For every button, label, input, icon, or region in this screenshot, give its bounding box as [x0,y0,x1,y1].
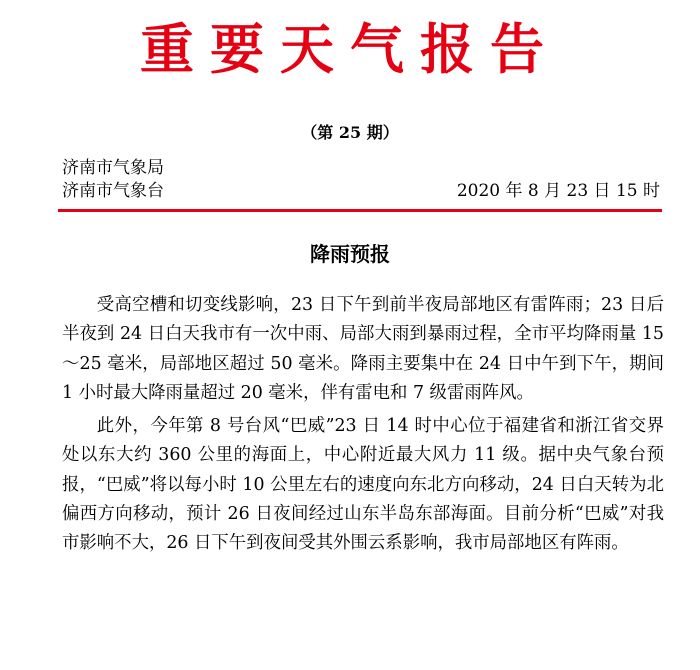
masthead-title: 重要天气报告 [140,18,560,81]
paragraph-typhoon-bavi: 此外，今年第 8 号台风“巴威”23 日 14 时中心位于福建省和浙江省交界处以东大约 360 公里的海面上，中心附近最大风力 11 级。据中央气象台预报，“巴威”将以每小时 10 公里左右的速度向东北方向移动，24 日白天转为北偏西方向移动，预计 26 日夜间经过山东半岛东部海面。目前分析“巴威”对我市影响不大，26 日下午到夜间受其外围云系影响，我市局部地区有阵雨。 [62,416,664,554]
report-title: 降雨预报 [310,242,390,266]
issue-datetime: 2020 年 8 月 23 日 15 时 [456,181,660,201]
issuer-station: 济南市气象台 [62,181,164,201]
issuer-bureau: 济南市气象局 [62,158,164,178]
report-body [62,291,664,563]
paragraph-rain-forecast: 受高空槽和切变线影响，23 日下午到前半夜局部地区有雷阵雨；23 日后半夜到 24 日白天我市有一次中雨、局部大雨到暴雨过程，全市平均降雨量 15～25 毫米，局部地区超过 50 毫米。降雨主要集中在 24 日中午到下午，期间 1 小时最大降雨量超过 20 毫米，伴有雷电和 7 级雷雨阵风。 [62,295,664,403]
header-divider [58,209,662,212]
issue-number: （第 25 期） [301,123,399,142]
